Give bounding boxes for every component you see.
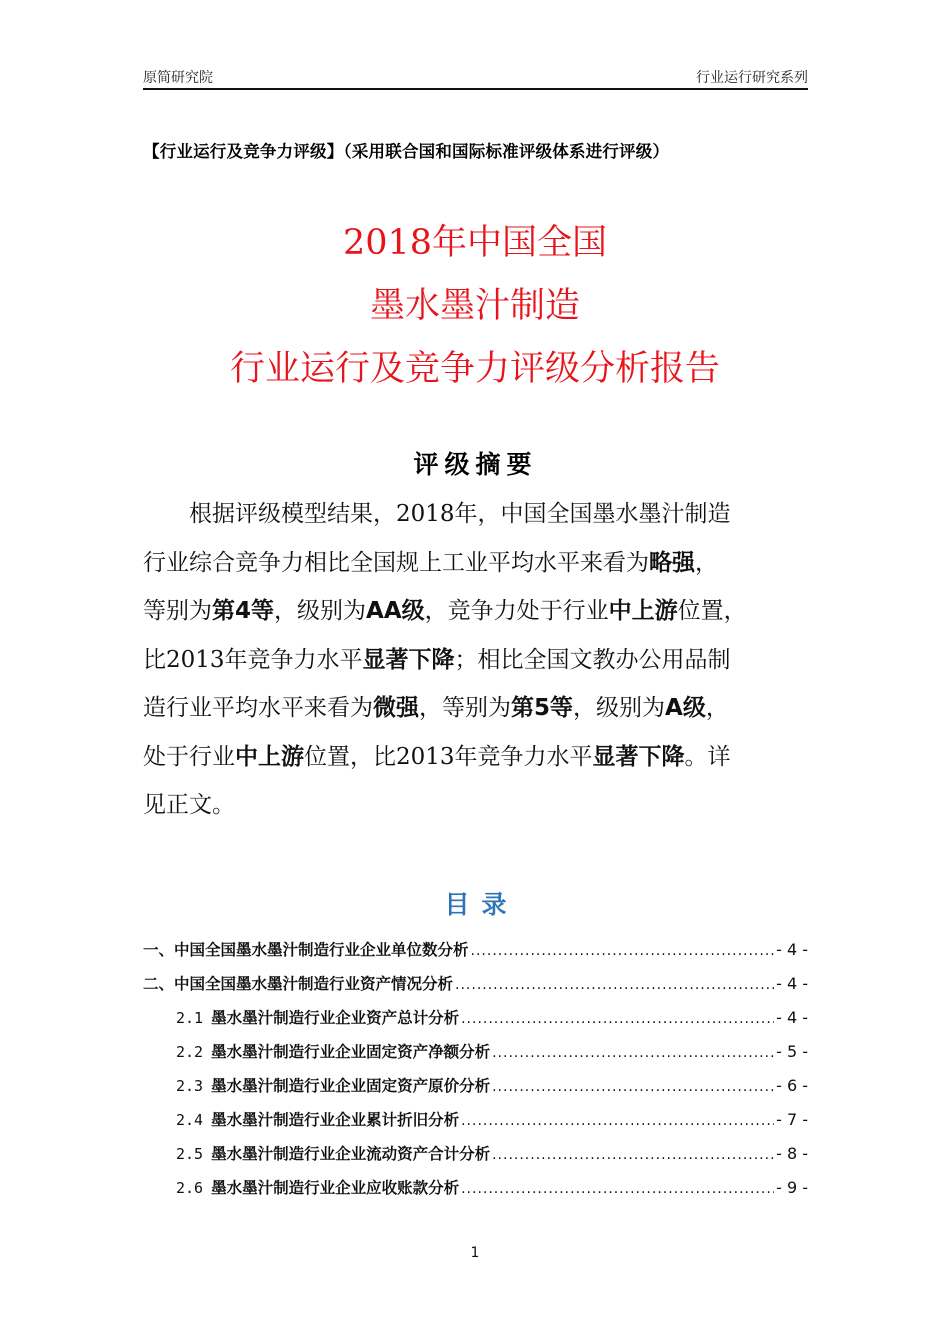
summary-text: 。详 <box>684 743 731 770</box>
summary-text: 见正文。 <box>143 792 235 818</box>
report-title <box>100 212 850 401</box>
summary-text: ， <box>705 695 729 721</box>
toc-dot-leader <box>455 977 774 993</box>
summary-paragraph <box>143 490 808 830</box>
toc-dot-leader <box>492 1045 774 1061</box>
toc-entry-label: 墨水墨汁制造行业企业应收账款分析 <box>211 1179 460 1197</box>
toc-entry-number: 2.1 <box>176 1009 204 1027</box>
toc-entry[interactable] <box>143 1040 808 1074</box>
toc-entry-label: 墨水墨汁制造行业企业流动资产合计分析 <box>211 1145 491 1163</box>
toc-dot-leader <box>461 1011 774 1027</box>
rating-tagline: 【行业运行及竞争力评级】（采用联合国和国际标准评级体系进行评级） <box>143 142 670 161</box>
summary-line <box>143 636 808 685</box>
summary-text: 位置， <box>677 598 747 624</box>
summary-emphasis: 微强 <box>373 695 419 721</box>
summary-text: ， <box>695 549 718 576</box>
toc-entry-label: 墨水墨汁制造行业企业固定资产原价分析 <box>211 1077 491 1095</box>
summary-emphasis: A级 <box>665 695 706 721</box>
toc-entry-page: - 6 - <box>776 1076 808 1095</box>
toc-entry[interactable] <box>143 1108 808 1142</box>
summary-line <box>143 684 808 733</box>
toc-dot-leader <box>461 1181 774 1197</box>
toc-entry-page: - 7 - <box>776 1110 808 1129</box>
summary-heading: 评级摘要 <box>413 450 538 479</box>
table-of-contents <box>143 938 808 1210</box>
toc-entry-page: - 9 - <box>776 1178 808 1197</box>
toc-entry-label: 墨水墨汁制造行业企业资产总计分析 <box>211 1009 460 1027</box>
toc-entry-number: 2.2 <box>176 1043 204 1061</box>
summary-text: 造行业平均水平来看为 <box>143 695 373 721</box>
summary-emphasis: 显著下降 <box>592 743 685 770</box>
header-series: 行业运行研究系列 <box>696 70 808 86</box>
title-line-1: 2018年中国全国 <box>342 223 608 263</box>
toc-dot-leader <box>492 1147 774 1163</box>
toc-entry-number: 2.3 <box>176 1077 204 1095</box>
toc-entry-number: 2.6 <box>176 1179 204 1197</box>
summary-text: 比2013年竞争力水平 <box>143 646 363 673</box>
summary-text: ，级别为 <box>274 598 367 624</box>
toc-entry-page: - 4 - <box>776 1008 808 1027</box>
summary-line <box>143 490 808 539</box>
toc-entry[interactable] <box>143 1074 808 1108</box>
toc-entry-page: - 5 - <box>776 1042 808 1061</box>
toc-entry-page: - 4 - <box>776 974 808 993</box>
summary-text: ；相比全国文教办公用品制 <box>454 646 731 673</box>
toc-dot-leader <box>492 1079 774 1095</box>
toc-dot-leader <box>471 943 775 959</box>
toc-heading: 目录 <box>444 890 519 919</box>
toc-entry[interactable] <box>143 1006 808 1040</box>
toc-entry[interactable] <box>143 938 808 972</box>
summary-emphasis: AA级 <box>366 598 425 624</box>
toc-entry-number: 2.5 <box>176 1145 204 1163</box>
summary-emphasis: 中上游 <box>608 598 678 624</box>
page-number: 1 <box>470 1245 480 1261</box>
toc-dot-leader <box>461 1113 774 1129</box>
header-publisher: 原简研究院 <box>143 70 213 86</box>
summary-line <box>143 539 808 588</box>
toc-entry-label: 墨水墨汁制造行业企业累计折旧分析 <box>211 1111 460 1129</box>
title-line-3: 行业运行及竞争力评级分析报告 <box>229 349 720 389</box>
summary-text: ，等别为 <box>419 695 511 721</box>
toc-entry-label: 墨水墨汁制造行业企业固定资产净额分析 <box>211 1043 491 1061</box>
toc-entry-page: - 8 - <box>776 1144 808 1163</box>
toc-entry-label: 一、中国全国墨水墨汁制造行业企业单位数分析 <box>143 941 469 959</box>
summary-text: 根据评级模型结果，2018年，中国全国墨水墨汁制造 <box>189 501 731 527</box>
summary-text: 处于行业 <box>143 743 235 770</box>
summary-line <box>143 587 808 636</box>
toc-entry-number: 2.4 <box>176 1111 204 1129</box>
summary-emphasis: 第5等 <box>511 695 574 721</box>
toc-entry[interactable] <box>143 1142 808 1176</box>
summary-text: 位置，比2013年竞争力水平 <box>304 743 593 770</box>
running-header <box>143 66 808 90</box>
toc-entry[interactable] <box>143 972 808 1006</box>
summary-emphasis: 中上游 <box>235 743 304 770</box>
summary-line <box>143 733 808 782</box>
summary-text: ，竞争力处于行业 <box>424 598 609 624</box>
toc-entry-page: - 4 - <box>776 940 808 959</box>
summary-line <box>143 781 808 830</box>
toc-entry[interactable] <box>143 1176 808 1210</box>
summary-text: 等别为 <box>143 598 212 624</box>
title-line-2: 墨水墨汁制造 <box>369 286 580 326</box>
summary-emphasis: 略强 <box>649 549 695 576</box>
summary-text: 行业综合竞争力相比全国规上工业平均水平来看为 <box>143 549 649 576</box>
summary-emphasis: 第4等 <box>212 598 275 624</box>
summary-emphasis: 显著下降 <box>362 646 455 673</box>
summary-text: ，级别为 <box>573 695 666 721</box>
toc-entry-label: 二、中国全国墨水墨汁制造行业资产情况分析 <box>143 975 454 993</box>
